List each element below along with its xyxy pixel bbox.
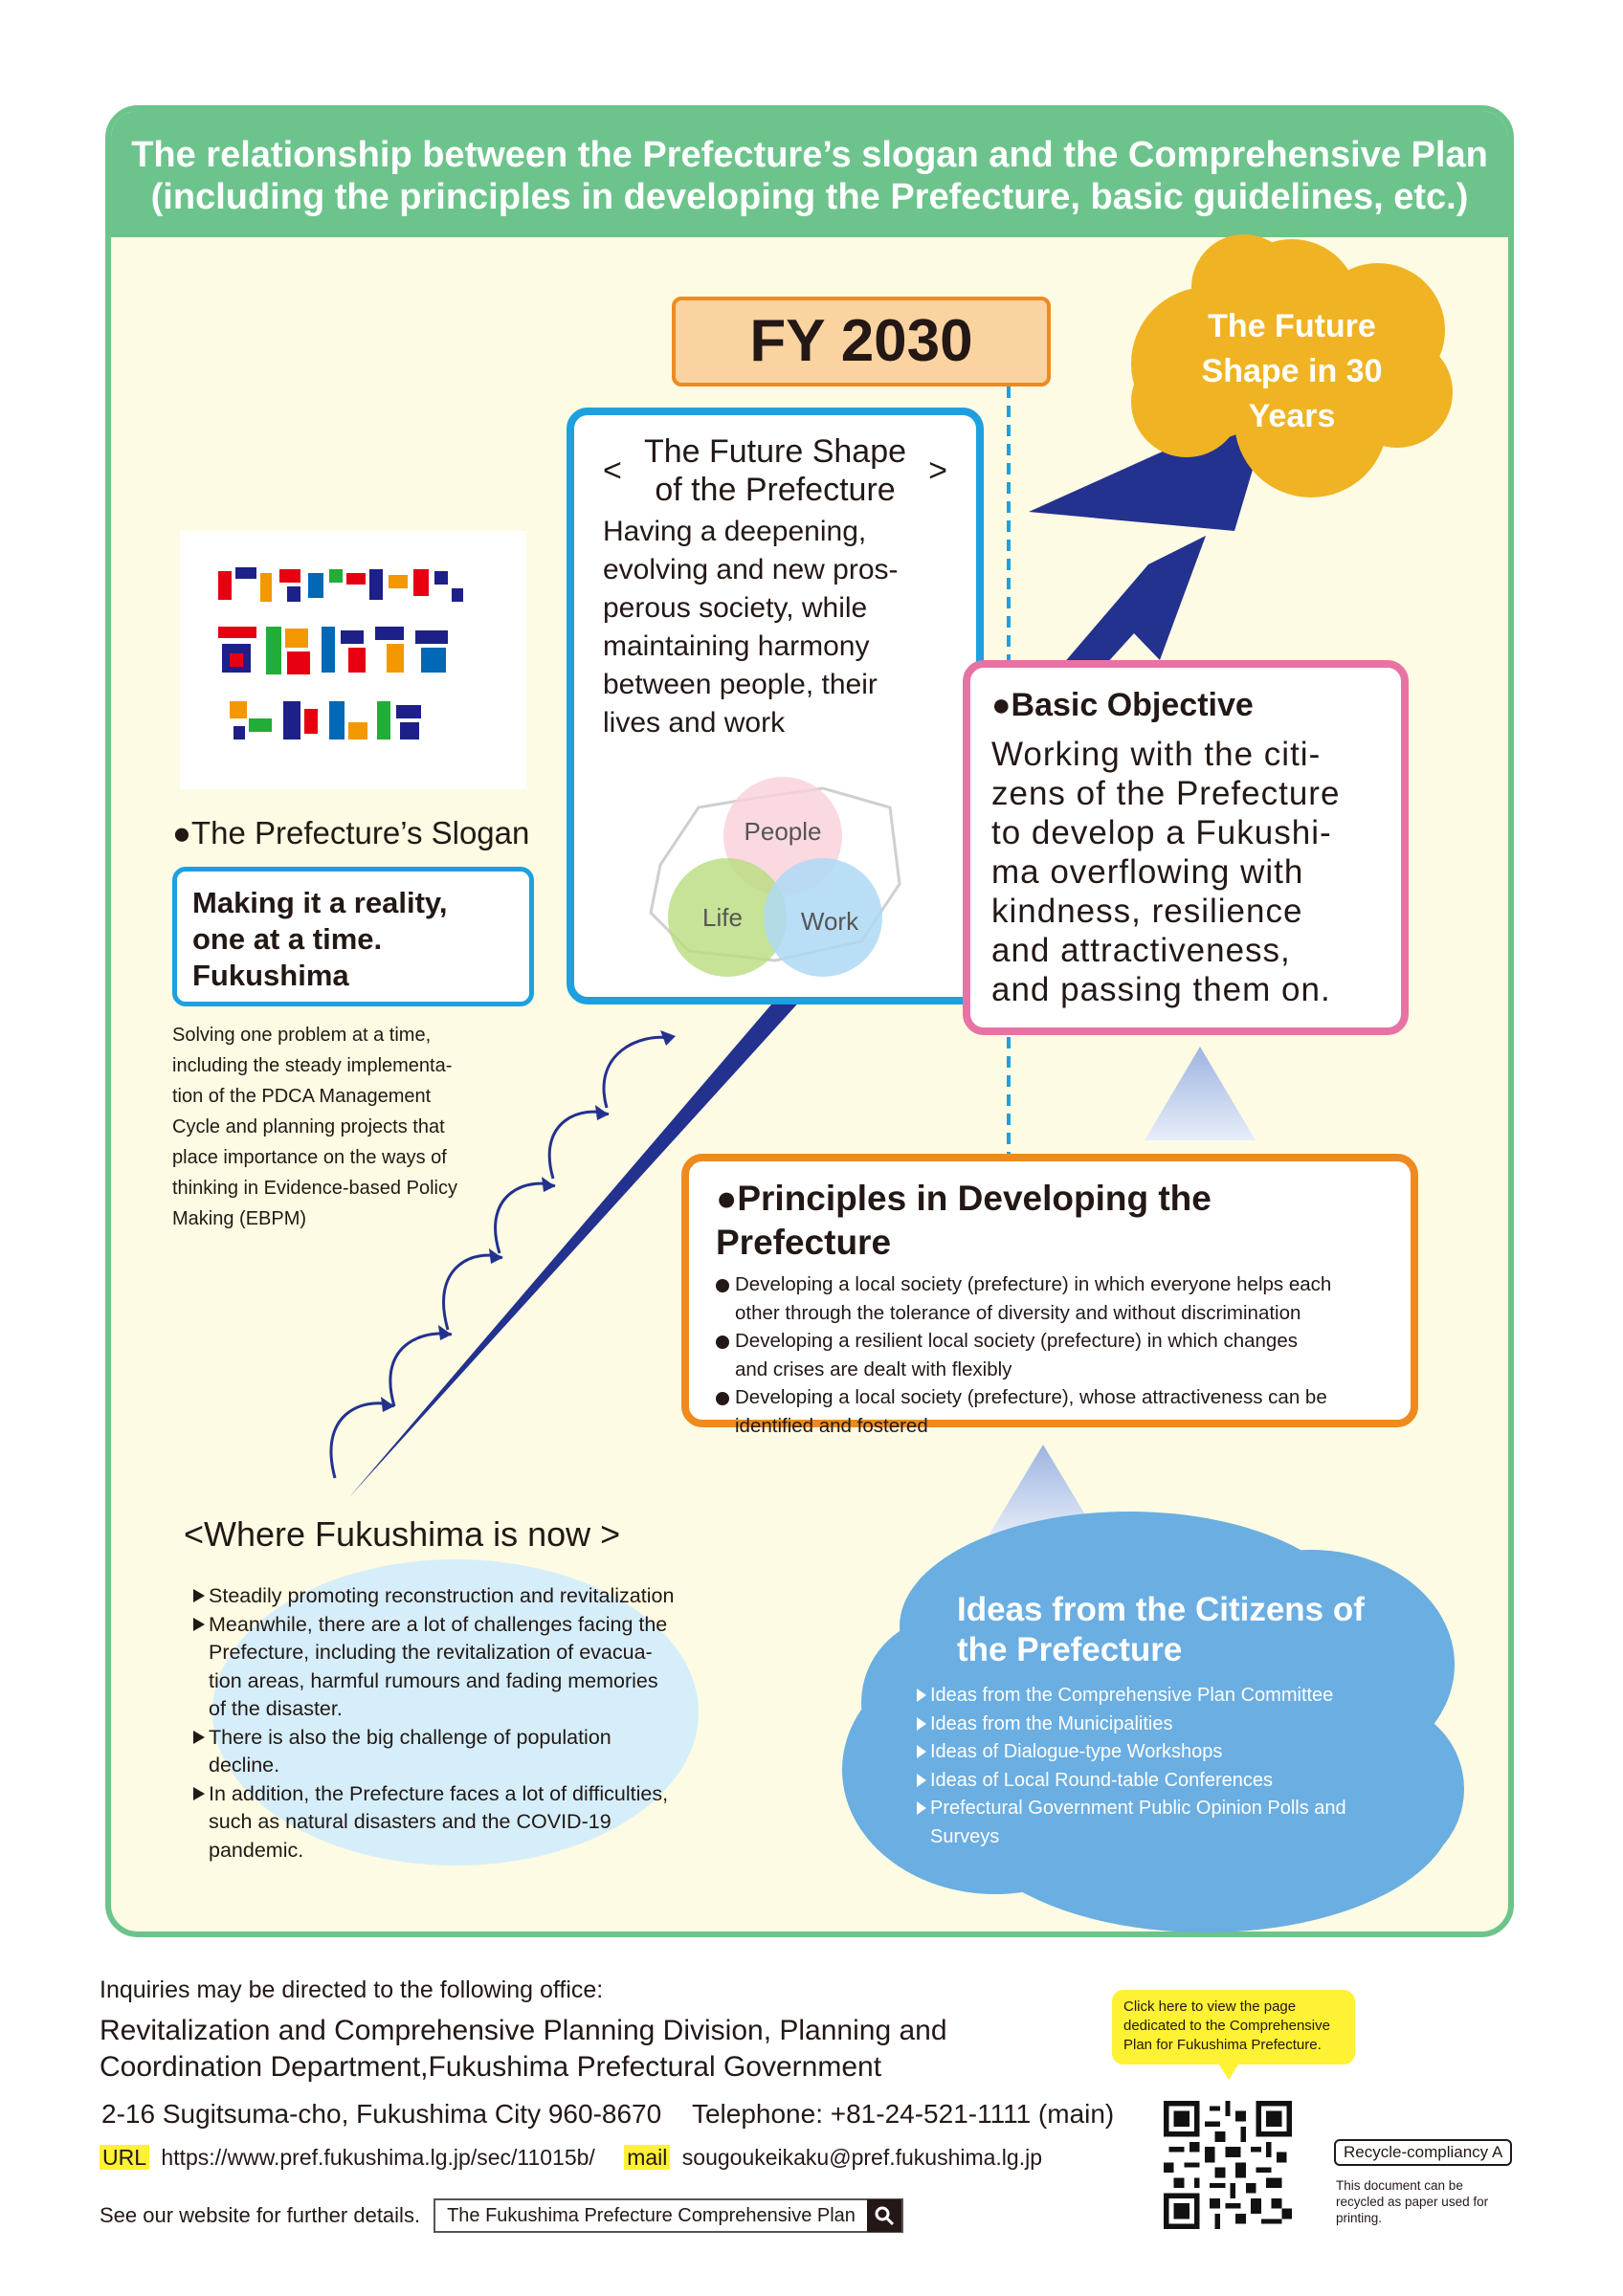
- search-box[interactable]: [434, 2198, 903, 2233]
- venn-diagram: [632, 769, 919, 980]
- desc-line: tion of the PDCA Management: [172, 1086, 432, 1107]
- address: 2-16 Sugitsuma-cho, Fukushima City 960-8670: [101, 2099, 662, 2129]
- ideas-item: Ideas of Dialogue-type Workshops: [915, 1738, 1365, 1767]
- website-text: See our website for further details.: [100, 2203, 421, 2227]
- text-line: and passing them on.: [991, 971, 1331, 1008]
- text-line: evolving and new pros-: [603, 554, 899, 585]
- inquiries-text: Inquiries may be directed to the following office:: [100, 1976, 604, 2003]
- text-line: Having a deepening,: [603, 516, 867, 547]
- where-now-item: Meanwhile, there are a lot of challenges facing the Prefecture, including the revitalization of evacua- tion areas, harmful rumours and fading memories of the disaster.: [191, 1611, 716, 1724]
- text-line: kindness, resilience: [991, 893, 1303, 930]
- future-shape-title: [603, 432, 947, 509]
- basic-objective-box: [963, 660, 1409, 1035]
- where-now-item: Steadily promoting reconstruction and revitalization: [191, 1582, 716, 1611]
- recycle-badge: Recycle-compliancy A: [1334, 2139, 1512, 2166]
- search-button[interactable]: [867, 2199, 901, 2232]
- contact-row: [100, 2145, 1042, 2171]
- future-shape-box: [567, 408, 984, 1004]
- text-line: between people, their: [603, 669, 878, 700]
- header-line-2: (including the principles in developing the Prefecture, basic guidelines, etc.): [150, 177, 1469, 217]
- desc-line: Cycle and planning projects that: [172, 1116, 445, 1137]
- slogan-logo: [180, 531, 526, 789]
- text-line: maintaining harmony: [603, 630, 870, 662]
- principles-box: [681, 1154, 1418, 1437]
- principle-item: Developing a resilient local society (prefecture) in which changes and crises are dealt with flexibly: [716, 1327, 1384, 1383]
- basic-objective-text: [991, 735, 1380, 1009]
- mail-link[interactable]: sougoukeikaku@pref.fukushima.lg.jp: [681, 2145, 1043, 2170]
- text-line: perous society, while: [603, 592, 868, 624]
- future-30-line: Years: [1248, 398, 1336, 434]
- future-shape-text: [603, 513, 947, 742]
- venn-life-label: Life: [702, 903, 743, 932]
- address-row: [101, 2099, 1114, 2130]
- qr-code[interactable]: [1164, 2101, 1292, 2229]
- desc-line: place importance on the ways of: [172, 1147, 447, 1168]
- text-line: Working with the citi-: [991, 736, 1322, 773]
- qr-callout: Click here to view the page dedicated to the Comprehensive Plan for Fukushima Prefecture.: [1112, 1990, 1355, 2064]
- text-line: ma overflowing with: [991, 853, 1304, 891]
- desc-line: Making (EBPM): [172, 1208, 307, 1229]
- telephone: Telephone: +81-24-521-1111 (main): [691, 2099, 1115, 2129]
- fy-label: FY 2030: [672, 297, 1051, 386]
- search-text: The Fukushima Prefecture Comprehensive Plan: [447, 2204, 856, 2226]
- recycle-note: This document can be recycled as paper used for printing.: [1336, 2178, 1489, 2225]
- text-line: and attractiveness,: [991, 932, 1291, 969]
- desc-line: Solving one problem at a time,: [172, 1025, 432, 1046]
- where-now-item: There is also the big challenge of population decline.: [191, 1724, 716, 1780]
- future-title-line-1: The Future Shape: [643, 433, 907, 470]
- slogan-box: [172, 867, 534, 1006]
- desc-line: including the steady implementa-: [172, 1055, 453, 1076]
- text-line: lives and work: [603, 707, 786, 739]
- close-bracket: >: [928, 453, 947, 489]
- slogan-description: [172, 1020, 517, 1234]
- where-now-title: <Where Fukushima is now >: [184, 1514, 621, 1554]
- desc-line: thinking in Evidence-based Policy: [172, 1178, 457, 1199]
- open-bracket: <: [603, 453, 622, 489]
- ideas-title: Ideas from the Citizens of the Prefecture: [957, 1591, 1365, 1668]
- slogan-line: one at a time.: [192, 922, 383, 956]
- where-now-list: [191, 1582, 716, 1865]
- venn-work-label: Work: [800, 907, 859, 936]
- header-line-1: The relationship between the Prefecture’s slogan and the Comprehensive Plan: [131, 135, 1488, 175]
- basic-objective-title: ●Basic Objective: [991, 687, 1254, 723]
- triangle-upper: [1145, 1047, 1256, 1140]
- division-name: Revitalization and Comprehensive Planning Division, Planning and Coordination Department,Fukushima Prefectural Government: [100, 2015, 947, 2083]
- principle-item: Developing a local society (prefecture) in which everyone helps each other through the tolerance of diversity and without discrimination: [716, 1270, 1384, 1327]
- url-link[interactable]: https://www.pref.fukushima.lg.jp/sec/11015b/: [161, 2145, 595, 2170]
- future-30-line: Shape in 30: [1201, 353, 1383, 389]
- slogan-logo-graphic: [180, 531, 526, 789]
- where-now-item: In addition, the Prefecture faces a lot of difficulties, such as natural disasters and the COVID-19 pandemic.: [191, 1780, 716, 1866]
- text-line: to develop a Fukushi-: [991, 814, 1332, 851]
- slogan-heading: ●The Prefecture’s Slogan: [172, 815, 530, 850]
- future-30-label: [1153, 304, 1431, 439]
- principles-title: ●Principles in Developing the Prefecture: [716, 1179, 1212, 1262]
- ideas-item: Ideas from the Municipalities: [915, 1711, 1365, 1739]
- future-title-line-2: of the Prefecture: [655, 472, 896, 508]
- mail-label: mail: [624, 2145, 670, 2170]
- ideas-item: Prefectural Government Public Opinion Polls and Surveys: [915, 1795, 1365, 1851]
- principle-item: Developing a local society (prefecture), whose attractiveness can be identified and fostered: [716, 1383, 1384, 1440]
- search-icon: [874, 2205, 895, 2226]
- ideas-list: [915, 1682, 1365, 1851]
- text-line: zens of the Prefecture: [991, 775, 1341, 812]
- logo-blocks: [218, 567, 463, 740]
- principles-list: [716, 1270, 1384, 1440]
- ideas-item: Ideas of Local Round-table Conferences: [915, 1767, 1365, 1796]
- slogan-line: Making it a reality,: [192, 886, 448, 919]
- ideas-item: Ideas from the Comprehensive Plan Committee: [915, 1682, 1365, 1711]
- url-label: URL: [100, 2145, 149, 2170]
- future-30-line: The Future: [1208, 308, 1376, 344]
- slogan-line: Fukushima: [192, 959, 349, 992]
- venn-people-label: People: [744, 817, 822, 846]
- website-row: [100, 2198, 903, 2233]
